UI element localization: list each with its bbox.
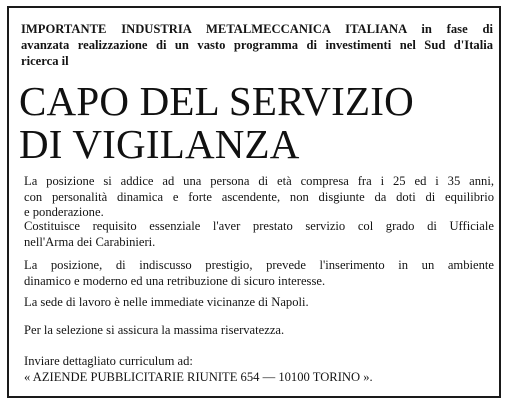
intro-line: ricerca il xyxy=(21,54,69,68)
paragraph-line: con personalità dinamica e forte ascendente, non disgiunte da doti di equilibrio xyxy=(24,189,494,204)
application-instructions xyxy=(24,354,494,385)
paragraph-line: La sede di lavoro è nelle immediate vicinanze di Napoli. xyxy=(24,295,309,309)
paragraph-line: La posizione si addice ad una persona di età compresa fra i 25 ed i 35 anni, xyxy=(24,174,494,188)
position-paragraph xyxy=(24,258,494,289)
paragraph-line: La posizione, di indiscusso prestigio, prevede l'inserimento in un ambiente xyxy=(24,258,494,272)
paragraph-line: nell'Arma dei Carabinieri. xyxy=(24,234,156,249)
paragraph-line: Inviare dettagliato curriculum ad: xyxy=(24,354,193,368)
candidate-profile-paragraph xyxy=(24,174,494,221)
paragraph-line: Per la selezione si assicura la massima riservatezza. xyxy=(24,323,285,337)
job-title-headline xyxy=(19,80,414,166)
paragraph-line: e ponderazione. xyxy=(24,205,104,219)
headline-line: CAPO DEL SERVIZIO xyxy=(19,78,414,124)
intro-text xyxy=(21,21,493,69)
location-paragraph xyxy=(24,295,494,311)
contact-address: « AZIENDE PUBBLICITARIE RIUNITE 654 — 10100 TORINO ». xyxy=(24,369,373,384)
intro-line: IMPORTANTE INDUSTRIA METALMECCANICA ITALIANA in fase di xyxy=(21,22,493,36)
intro-line: avanzata realizzazione di un vasto programma di investimenti nel Sud d'Italia xyxy=(21,38,493,52)
headline-line: DI VIGILANZA xyxy=(19,121,300,167)
requirement-paragraph xyxy=(24,219,494,250)
paragraph-line: Costituisce requisito essenziale l'aver prestato servizio col grado di Ufficiale xyxy=(24,219,494,233)
paragraph-line: dinamico e moderno ed una retribuzione di sicuro interesse. xyxy=(24,273,326,288)
confidentiality-paragraph xyxy=(24,323,494,339)
